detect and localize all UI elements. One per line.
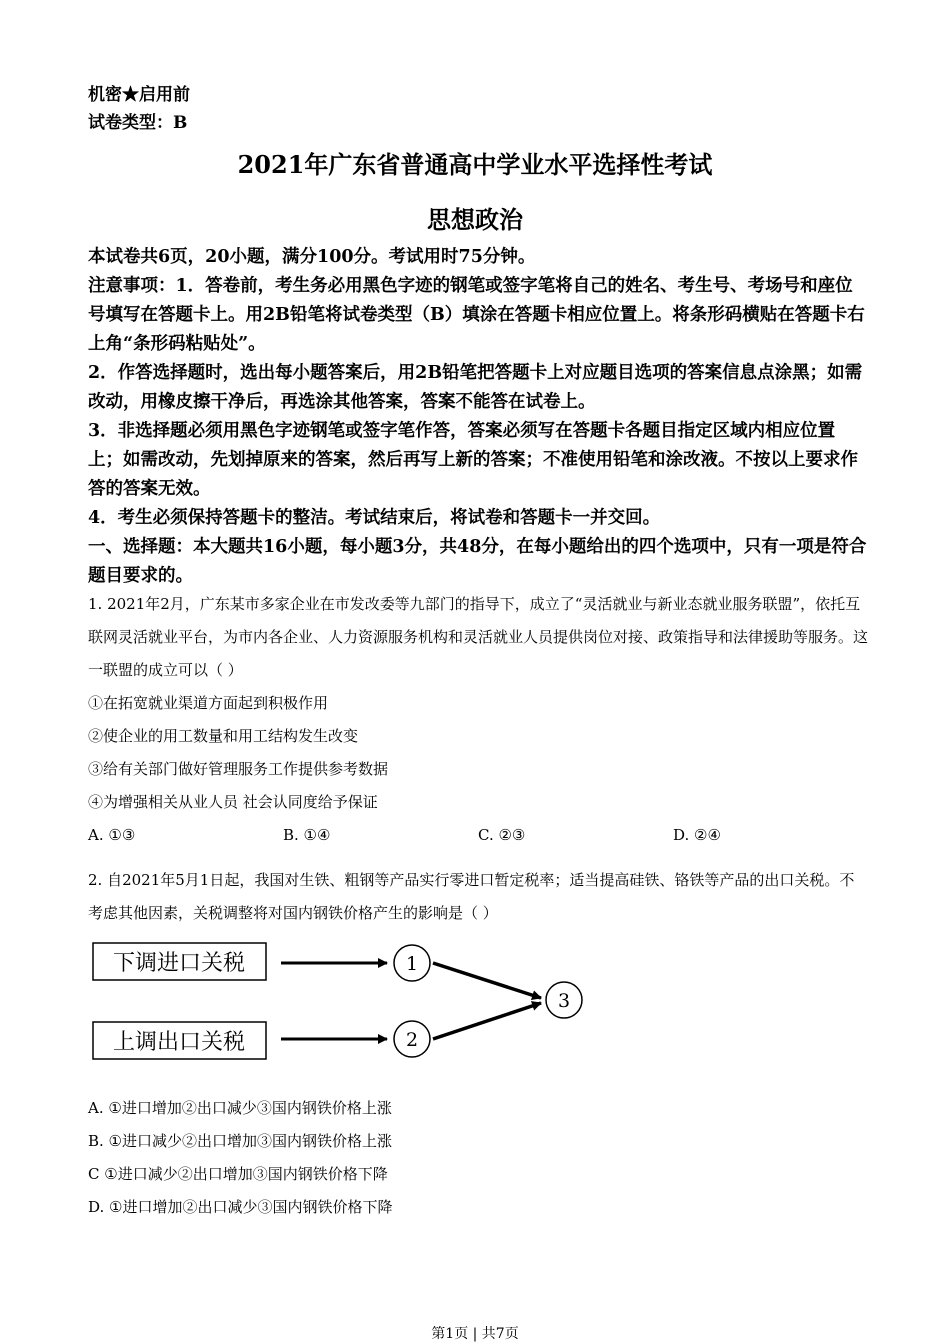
option-a[interactable]: A. ①进口增加②出口减少③国内钢铁价格上涨 [88, 1099, 392, 1117]
arrow-node-2-to-3 [433, 1003, 541, 1039]
option-d[interactable]: D. ①进口增加②出口减少③国内钢铁价格下降 [88, 1198, 393, 1216]
section-heading: 一、选择题：本大题共16小题，每小题3分，共48分，在每小题给出的四个选项中，只有一项是符合题目要求的。 [88, 537, 867, 586]
option-c[interactable]: C ①进口减少②出口增加③国内钢铁价格下降 [88, 1165, 388, 1183]
question-1-item: ②使企业的用工数量和用工结构发生改变 [88, 727, 359, 745]
notes-line-2: 2．作答选择题时，选出每小题答案后，用2B铅笔把答题卡上对应题目选项的答案信息点涂黑；如需改动，用橡皮擦干净后，再选涂其他答案，答案不能答在试卷上。 [88, 363, 863, 412]
option-c[interactable]: C. ②③ [478, 826, 526, 844]
notes-line-4: 4．考生必须保持答题卡的整洁。考试结束后，将试卷和答题卡一并交回。 [88, 508, 661, 528]
box-raise-export-tariff-label: 上调出口关税 [112, 1030, 246, 1055]
page-footer: 第1页 | 共7页 [431, 1326, 519, 1342]
question-1-item: ③给有关部门做好管理服务工作提供参考数据 [88, 760, 389, 778]
notes-line-3: 3．非选择题必须用黑色字迹钢笔或签字笔作答，答案必须写在答题卡各题目指定区域内相应位置上；如需改动，先划掉原来的答案，然后再写上新的答案；不准使用铅笔和涂改液。不按以上要求作答的答案无效。 [88, 421, 858, 499]
question-2-stem: 2. 自2021年5月1日起，我国对生铁、粗钢等产品实行零进口暂定税率；适当提高硅铁、铬铁等产品的出口关税。不考虑其他因素，关税调整将对国内钢铁价格产生的影响是（ ） [88, 871, 855, 922]
option-b[interactable]: B. ①④ [283, 826, 331, 844]
option-a[interactable]: A. ①③ [88, 826, 136, 844]
box-lower-import-tariff-label: 下调进口关税 [112, 951, 246, 976]
question-1-item: ①在拓宽就业渠道方面起到积极作用 [88, 694, 329, 712]
tariff-diagram [85, 935, 605, 1070]
question-1-stem: 1. 2021年2月，广东某市多家企业在市发改委等九部门的指导下，成立了“灵活就业与新业态就业服务联盟”，依托互联网灵活就业平台，为市内各企业、人力资源服务机构和灵活就业人员提供岗位对接、政策指导和法律援助等服务。这一联盟的成立可以（ ） [88, 595, 869, 679]
question-2-options [88, 1092, 392, 1224]
node-3-label: 3 [557, 990, 571, 1012]
node-2-label: 2 [405, 1029, 419, 1051]
node-1-label: 1 [405, 953, 419, 975]
question-1 [88, 588, 868, 852]
question-1-item: ④为增强相关从业人员 社会认同度给予保证 [88, 793, 378, 811]
subject-title: 思想政治 [427, 205, 523, 234]
notes-line-1: 注意事项：1．答卷前，考生务必用黑色字迹的钢笔或签字笔将自己的姓名、考生号、考场号和座位号填写在答题卡上。用2B铅笔将试卷类型（B）填涂在答题卡相应位置上。将条形码横贴在答题卡右上角“条形码粘贴处”。 [88, 276, 865, 354]
question-1-options [88, 819, 868, 852]
question-2 [88, 864, 868, 930]
exam-notes [88, 243, 868, 591]
paper-type-label: 试卷类型：B [88, 113, 188, 133]
arrow-node-1-to-3 [433, 963, 541, 998]
notes-line-0: 本试卷共6页，20小题，满分100分。考试用时75分钟。 [88, 247, 536, 267]
confidential-label: 机密★启用前 [88, 85, 190, 105]
option-d[interactable]: D. ②④ [673, 826, 721, 844]
option-b[interactable]: B. ①进口减少②出口增加③国内钢铁价格上涨 [88, 1132, 393, 1150]
exam-title: 2021年广东省普通高中学业水平选择性考试 [237, 150, 713, 179]
